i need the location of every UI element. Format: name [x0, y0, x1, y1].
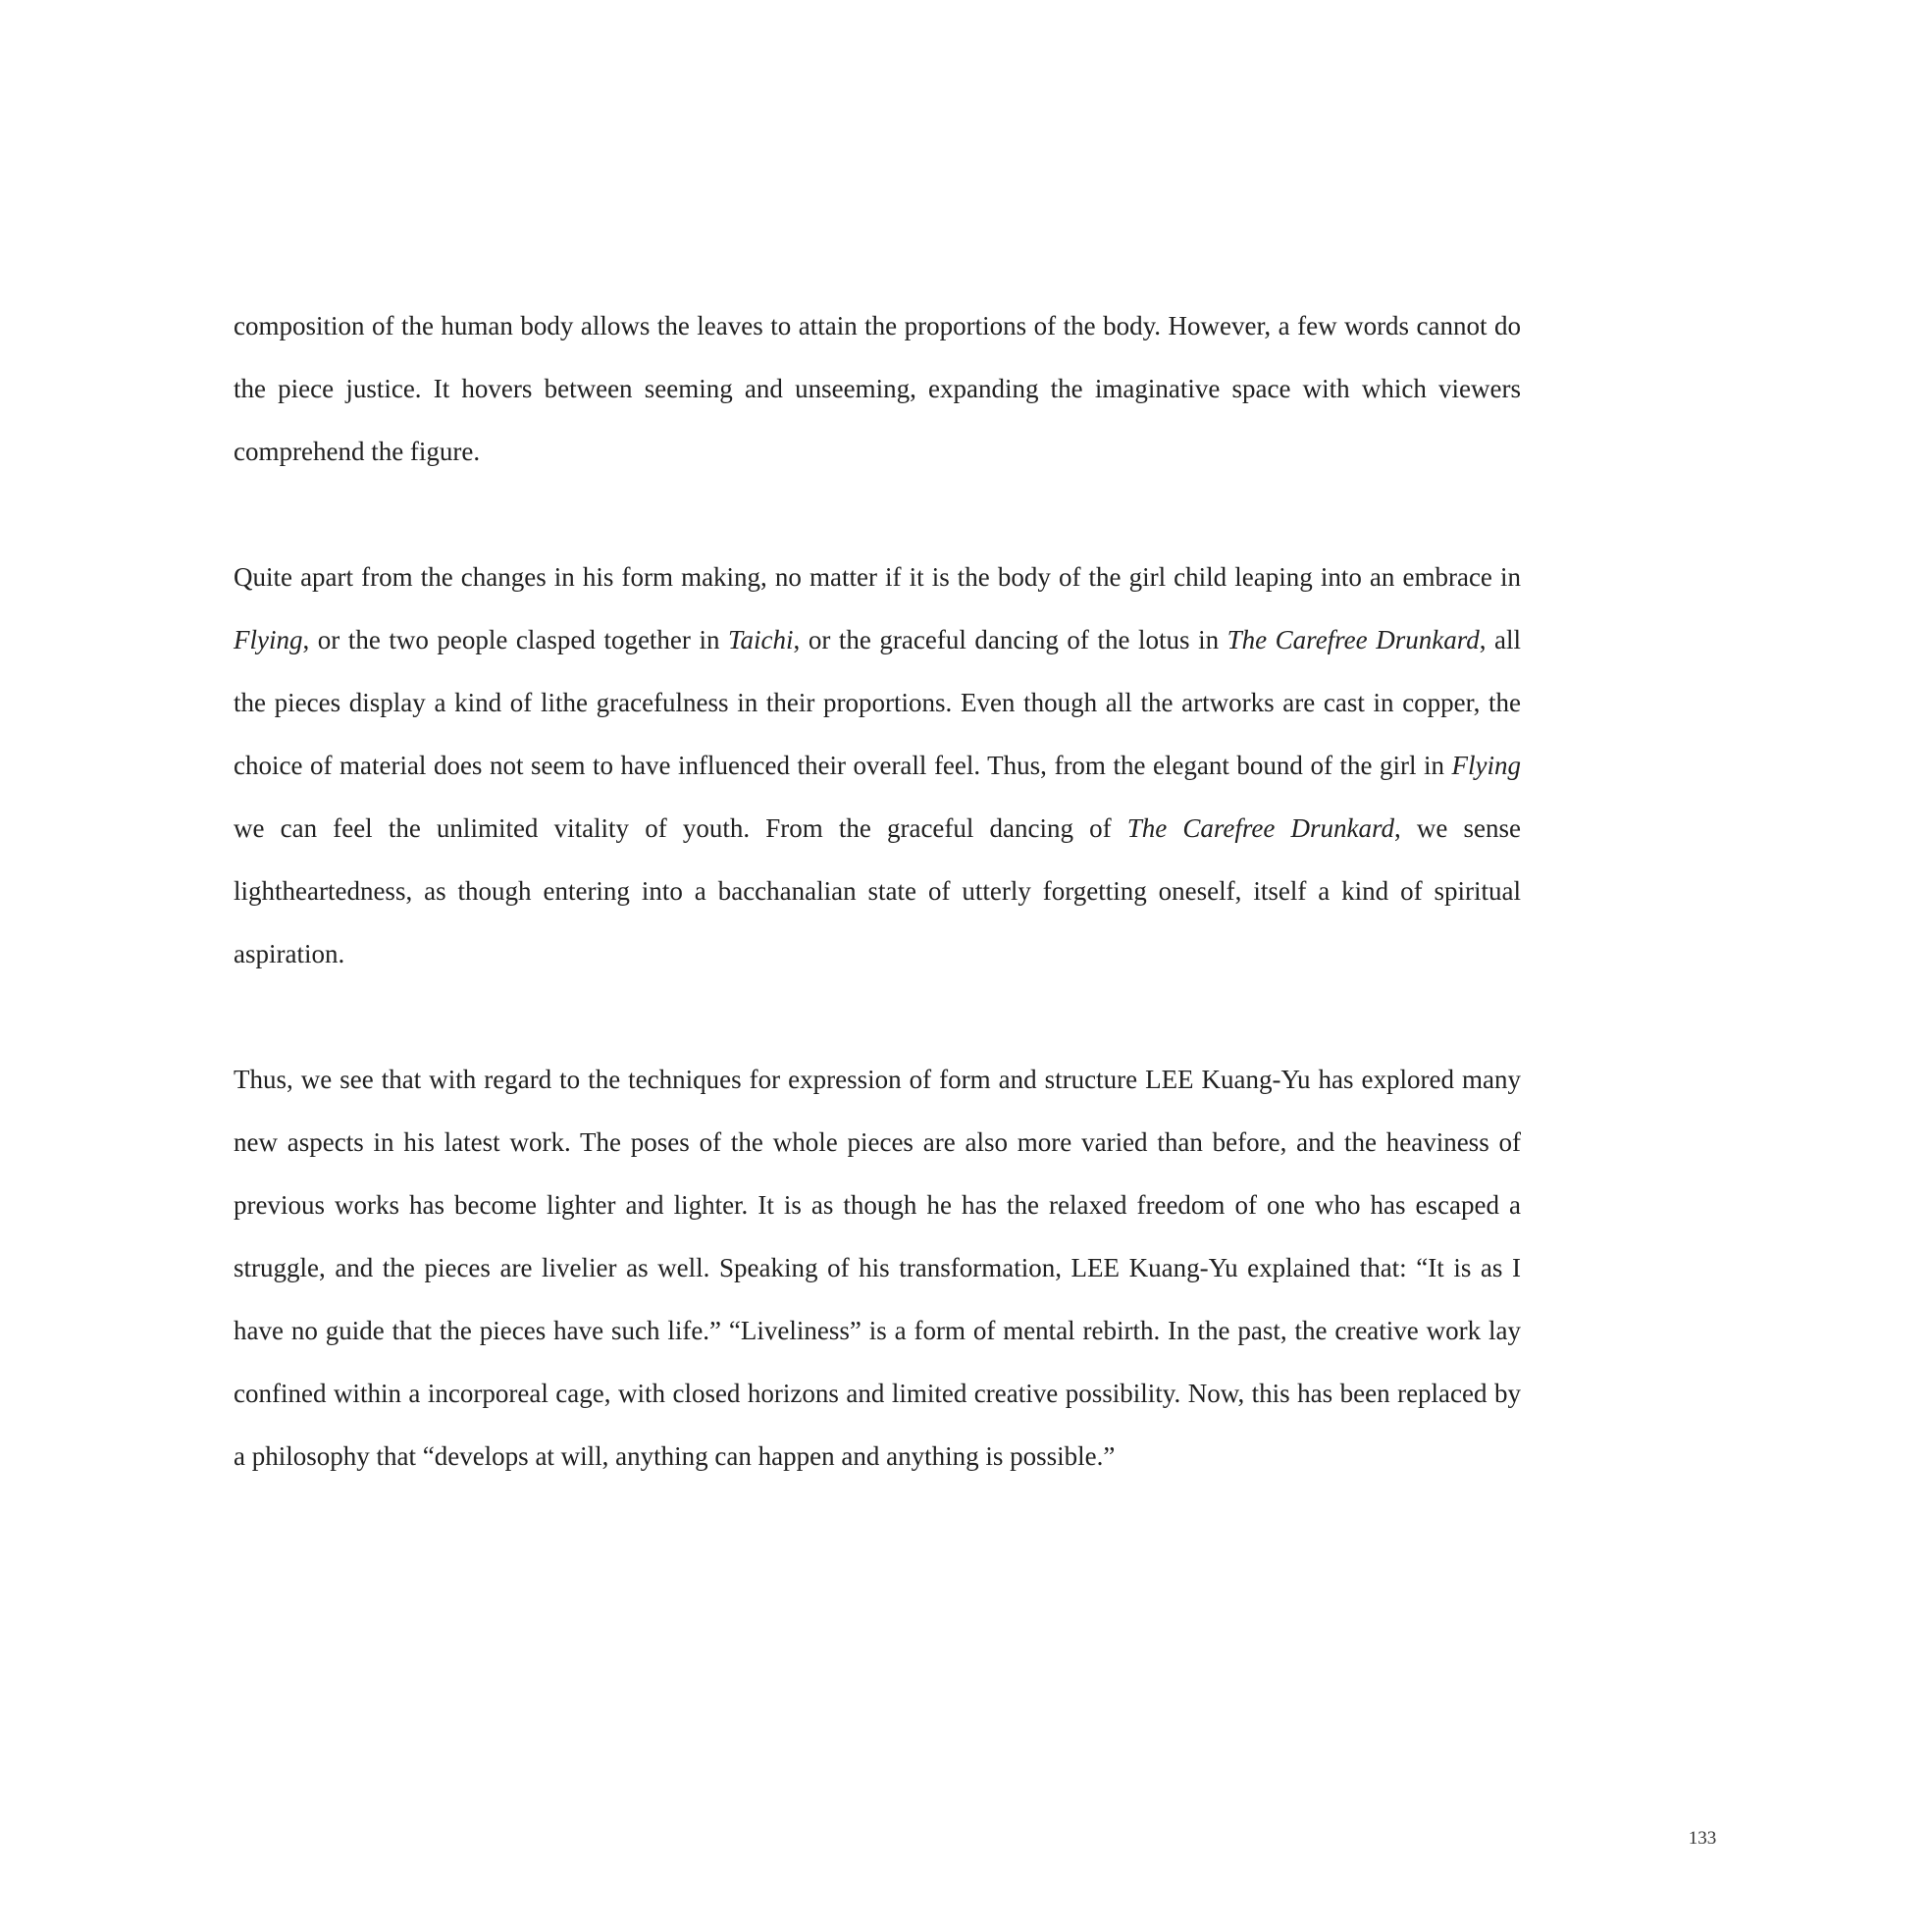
italic-title: Flying — [1451, 751, 1521, 780]
text-run: , or the graceful dancing of the lotus in — [793, 625, 1227, 654]
text-run: , we sense lightheartedness, as though entering into a bacchanalian state of utterly forgetting oneself, itself a kind of spiritual aspiration. — [234, 813, 1522, 968]
paragraph — [234, 1048, 1521, 1488]
paragraph — [234, 294, 1521, 483]
text-run: Quite apart from the changes in his form making, no matter if it is the body of the girl child leaping into an embrace in — [234, 562, 1521, 592]
text-run: composition of the human body allows the leaves to attain the proportions of the body. However, a few words cannot do the piece justice. It hovers between seeming and unseeming, expanding the imaginative space with which viewers comprehend the figure. — [234, 311, 1521, 466]
italic-title: The Carefree Drunkard — [1227, 625, 1480, 654]
text-run: , or the two people clasped together in — [302, 625, 729, 654]
body-text — [234, 294, 1521, 1488]
page-number: 133 — [1688, 1828, 1717, 1849]
text-run: Thus, we see that with regard to the techniques for expression of form and structure LEE Kuang-Yu has explored many new aspects in his latest work. The poses of the whole pieces are also more varied than before, and the heaviness of previous works has become lighter and lighter. It is as though he has the relaxed freedom of one who has escaped a struggle, and the pieces are livelier as well. Speaking of his transformation, LEE Kuang-Yu explained that: “It is as I have no guide that the pieces have such life.” “Liveliness” is a form of mental rebirth. In the past, the creative work lay confined within a incorporeal cage, with closed horizons and limited creative possibility. Now, this has been replaced by a philosophy that “develops at will, anything can happen and anything is possible.” — [234, 1065, 1521, 1471]
italic-title: Flying — [234, 625, 303, 654]
text-run: we can feel the unlimited vitality of youth. From the graceful dancing of — [234, 813, 1127, 843]
paragraph — [234, 546, 1521, 985]
italic-title: The Carefree Drunkard — [1126, 813, 1395, 843]
italic-title: Taichi — [728, 625, 794, 654]
text-run: , all the pieces display a kind of lithe gracefulness in their proportions. Even though all the artworks are cast in copper, the choice of material does not seem to have influenced their overall feel. Thus, from the elegant bound of the girl in — [234, 625, 1521, 780]
